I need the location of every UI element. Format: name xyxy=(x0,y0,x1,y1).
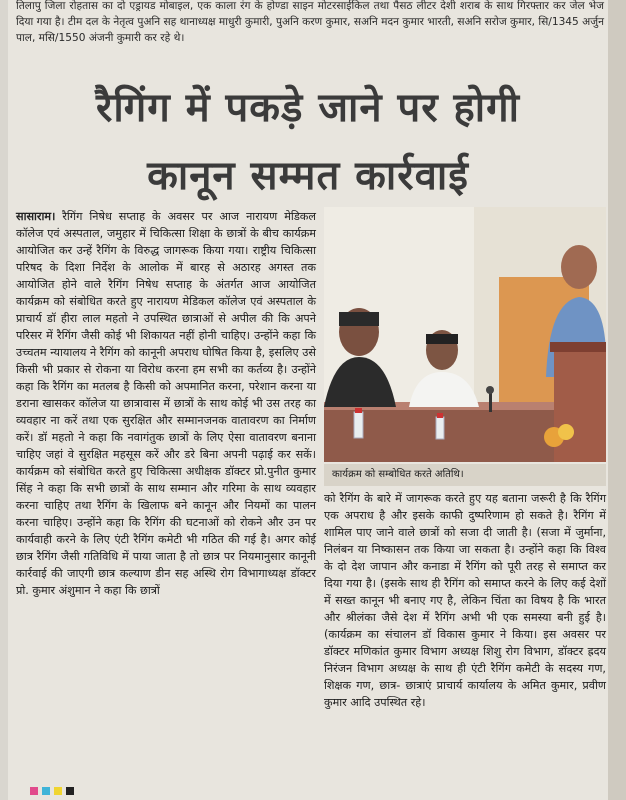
yellow-mark xyxy=(54,787,62,795)
article-left-column xyxy=(16,208,316,599)
magenta-mark xyxy=(30,787,38,795)
color-registration-marks xyxy=(30,780,78,799)
event-photo xyxy=(324,207,606,462)
headline-line-2: कानून सम्मत कार्रवाई xyxy=(147,153,469,199)
previous-article-text: तिलापु जिला रोहतास का दो एड्रायड मोबाइल, एक काला रंग के होण्डा साइन मोटरसाईकिल तथा पैसठ लीटर देशी शराब के साथ गिरफ्तार कर जेल भेज दिया गया है। टीम दल के नेतृत्व पुअनि सह थानाध्यक्ष माधुरी कुमारी, पुअनि करण कुमार, सअनि मदन कुमार भारती, सअनि सरोज कुमार, सि/1345 अर्जुन पाल, मसि/1550 अंजनी कुमारी कर रहे थे। xyxy=(16,0,604,44)
article-right-column: को रैगिंग के बारे में जागरूक करते हुए यह बताना जरूरी है कि रैगिंग एक अपराध है और इसके काफी दुष्परिणाम हो सकते है। रैगिंग में शामिल पाए जाने वाले छात्रों को सजा दी जाती है। (सजा में जुर्माना, निलंबन या निष्कासन तक किया जा सकता है। उन्होंने कहा कि विश्व के दो देश जापान और कनाडा में रैगिंग को पूरी तरह से समाप्त कर दिया गया है। (इसके साथ ही रैगिंग को समाप्त करने के लिए कई देशों में सख्त कानून भी बनाए गए है, लेकिन चिंता का विषय है कि भारत और श्रीलंका जैसे देश में रैगिंग अभी भी एक समस्या बनी हुई है। (कार्यक्रम का संचालन डॉ विकास कुमार ने किया। इस अवसर पर डॉक्टर मणिकांत कुमार विभाग अध्यक्ष शिशु रोग विभाग, डॉक्टर ह्रदय निरंजन विभाग अध्यक्ष के साथ ही एंटी रैगिंग कमेटी के सदस्य गण, शिक्षक गण, छात्र- छात्राएं प्राचार्य कार्यालय के अमित कुमार, प्रवीण कुमार आदि उपस्थित रहे। xyxy=(324,492,606,709)
black-mark xyxy=(66,787,74,795)
water-bottle-icon xyxy=(354,408,363,438)
water-bottle-icon-2 xyxy=(436,413,444,439)
adjacent-page-edge xyxy=(608,0,626,800)
photo-caption: कार्यक्रम को सम्बोधित करते अतिथि। xyxy=(324,464,606,486)
headline-line-1: रैगिंग में पकड़े जाने पर होगी xyxy=(96,85,520,131)
newspaper-page xyxy=(8,0,608,800)
event-photo-illustration xyxy=(324,207,606,462)
article-body-left: रैगिंग निषेध सप्ताह के अवसर पर आज नारायण मेडिकल कॉलेज एवं अस्पताल, जमुहार में चिकित्सा शिक्षा के छात्रों के बीच कार्यक्रम आयोजित कर उन्हें रैगिंग के विरुद्ध जागरूक किया गया। राष्ट्रीय चिकित्सा परिषद के दिशा निर्देश के आलोक में बारह से अठारह अगस्त तक आयोजित होने वाले रैगिंग निषेध सप्ताह के अंतर्गत आज आयोजित कार्यक्रम को संबोधित करते हुए नारायण मेडिकल कॉलेज एवं अस्पताल के प्राचार्य डॉ हीरा लाल महतो ने उपस्थित छात्राओं से अपील की कि अपने परिसर में रैगिंग जैसी कोई भी शिकायत नहीं होनी चाहिए। उन्होंने कहा कि उच्चतम न्यायालय ने रैगिंग को कानूनी अपराध घोषित किया है, इसलिए उसे किसी भी प्रकार से रोकना या विरोध करना हम सभी का कर्तव्य है। उन्होंने कहा कि रैगिंग का मतलब है किसी को अपमानित करना, परेशान करना या डराना खासकर कॉलेज या छात्रावास में छात्रों के साथ कोई भी उस तरह का व्यवहार ना करें तथा एक सुरक्षित और सम्मानजनक वातावरण का निर्माण करें। डॉ महतो ने कहा कि नवागंतुक छात्रों के लिए ऐसा वातावरण बनाना चाहिए जहां वे सुरक्षित महसूस करें और डरे बिना अपनी पढ़ाई कर सकें। कार्यक्रम को संबोधित करते हुए चिकित्सा अधीक्षक डॉक्टर प्रो.पुनीत कुमार सिंह ने कहा कि सभी छात्रों के साथ सम्मान और गरिमा के साथ व्यवहार करना चाहिए तथा रैगिंग के खिलाफ बने कानून और नियमों का पालन करना चाहिए। उन्होंने कहा कि रैगिंग की घटनाओं को रोकने और उन पर कार्यवाही करने के लिए एंटी रैगिंग कमेटी भी गठित की गई है। अगर कोई छात्र रैगिंग जैसी गतिविधि में पाया जाता है तो छात्र पर नियमानुसार कानूनी कार्रवाई की जाएगी छात्र कल्याण डीन सह अस्थि रोग विभागाध्यक्ष डॉक्टर प्रो. कुमार अंशुमान ने कहा कि छात्रों xyxy=(16,210,316,597)
cyan-mark xyxy=(42,787,50,795)
dateline: सासाराम। xyxy=(16,210,56,223)
